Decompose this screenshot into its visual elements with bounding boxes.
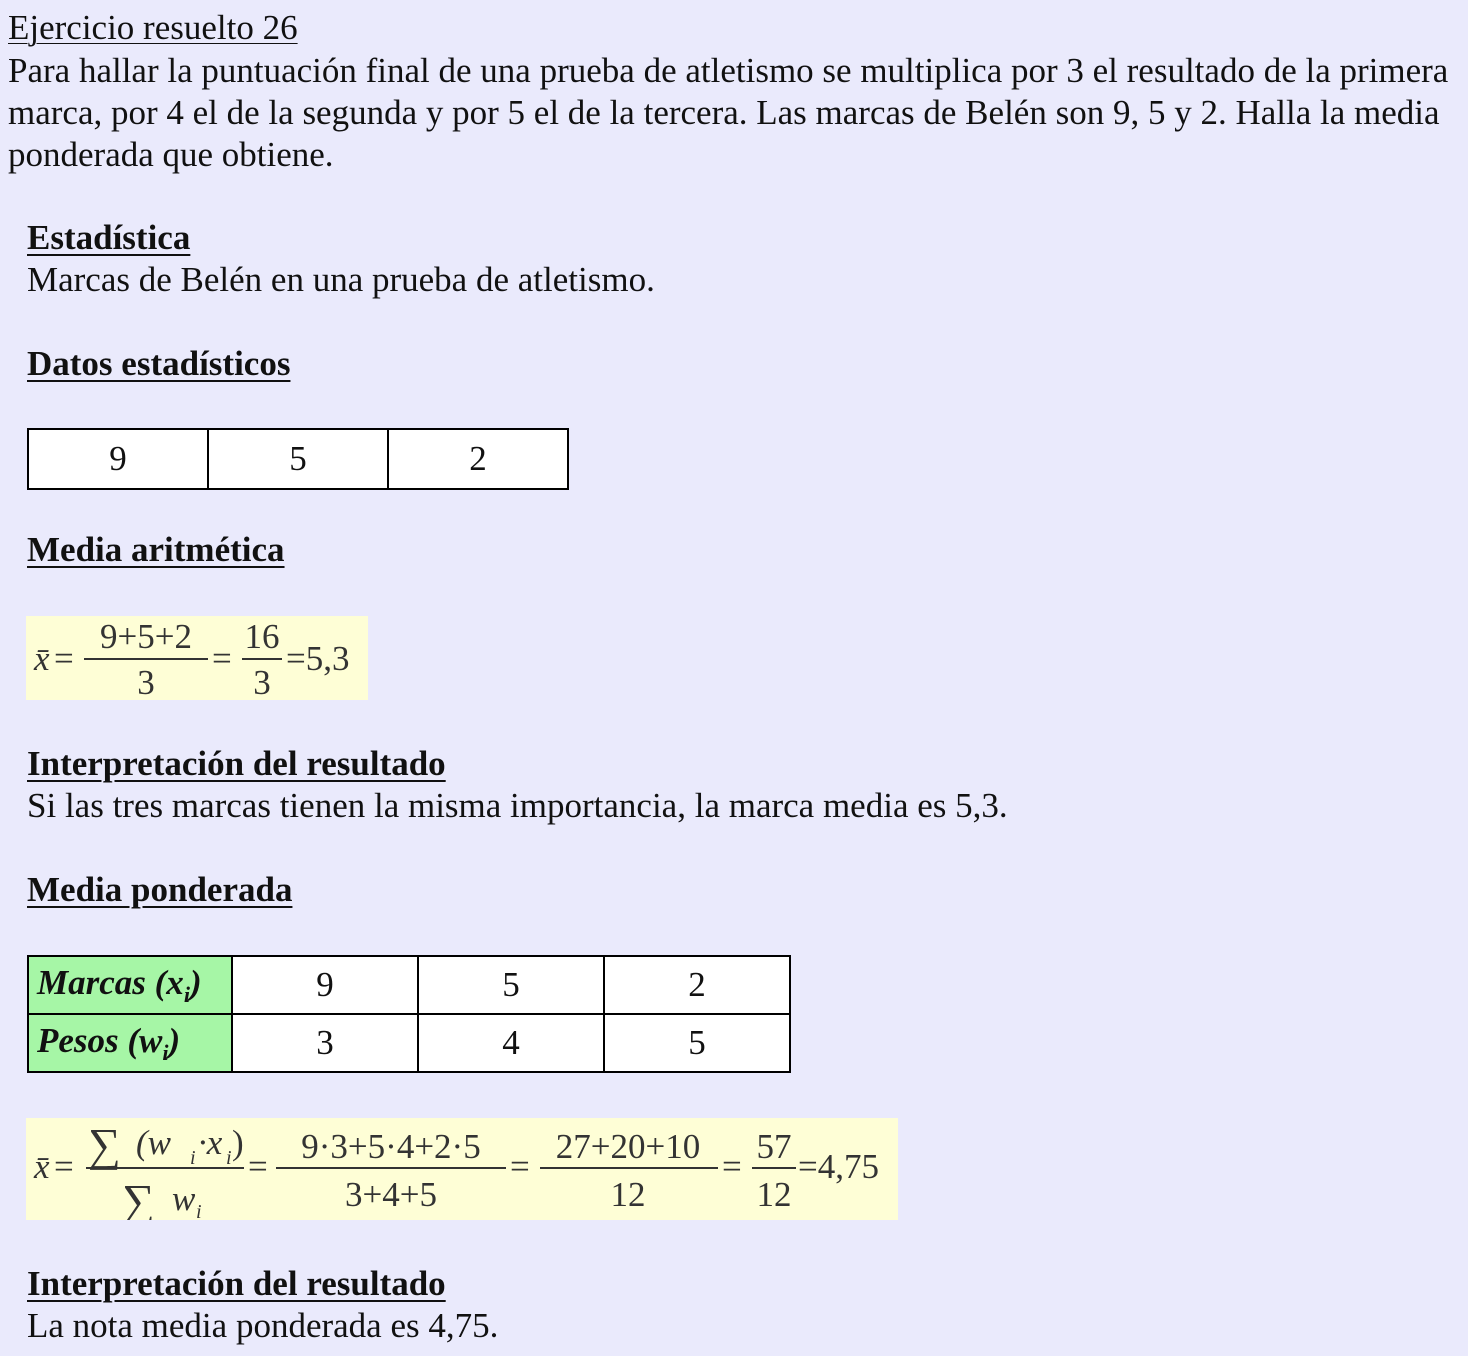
formula-numerator-part: (w [136,1123,171,1162]
table-row [28,956,790,1014]
sigma-symbol: ∑ [122,1175,155,1220]
formula-numerator: 16 [244,617,280,656]
heading-interpretacion-2: Interpretación del resultado [27,1264,446,1303]
formula-numerator: 27+20+10 [555,1127,701,1166]
formula-denominator: 12 [610,1175,646,1214]
subscript-i: i [196,1201,202,1220]
data-cell: 9 [28,429,208,489]
formula-denominator: 3+4+5 [345,1175,437,1214]
formula-denominator: 12 [756,1175,792,1214]
weighted-mean-formula [26,1118,898,1220]
table-cell: 5 [418,956,604,1014]
formula-numerator-part: ) [232,1123,244,1162]
formula-numerator: 9+5+2 [100,617,192,656]
formula-numerator: 9·3+5·4+2·5 [301,1127,481,1166]
row-header-marcas: Marcas $(x_i)$ [28,956,232,1014]
row-header-pesos: Pesos $(w_i)$ [28,1014,232,1072]
weights-table [27,955,791,1073]
sigma-symbol: ∑ [88,1119,121,1170]
table-cell: 5 [604,1014,790,1072]
formula-eq: = [54,639,74,678]
table-cell: 2 [604,956,790,1014]
formula-result: =4,75 [798,1147,879,1186]
interpretacion-2-text: La nota media ponderada es 4,75. [27,1306,499,1345]
formula-denominator-part: w [172,1179,196,1218]
heading-estadistica: Estadística [27,218,191,257]
estadistica-text: Marcas de Belén en una prueba de atletismo. [27,260,655,299]
heading-media-ponderada: Media ponderada [27,870,293,909]
table-cell: 9 [232,956,418,1014]
heading-datos: Datos estadísticos [27,344,291,383]
formula-numerator-part: ·x [198,1123,223,1162]
formula-eq: = [54,1147,74,1186]
arithmetic-mean-formula [26,616,368,700]
interpretacion-1-text: Si las tres marcas tienen la misma importancia, la marca media es 5,3. [27,786,1008,825]
heading-interpretacion-1: Interpretación del resultado [27,744,446,783]
formula-lhs: x̄ [34,1147,50,1186]
formula-denominator: 3 [253,663,271,700]
exercise-statement: Para hallar la puntuación final de una prueba de atletismo se multiplica por 3 el resultado de la primera marca, por 4 el de la segunda y por 5 el de la tercera. Las marcas de Belén son 9, 5 y 2. Halla la media ponderada que obtiene. [8,51,1449,174]
formula-lhs: x̄ [34,639,50,678]
formula-numerator: 57 [756,1127,792,1166]
formula-eq: = [212,639,232,678]
table-cell: 3 [232,1014,418,1072]
heading-media-aritmetica: Media aritmética [27,530,285,569]
table-row [28,429,568,489]
formula-result: =5,3 [286,639,350,678]
formula-eq: = [248,1147,268,1186]
data-table [27,428,569,490]
subscript-i: i [226,1147,232,1169]
formula-denominator: 3 [137,663,155,700]
exercise-title: Ejercicio resuelto 26 [8,8,298,47]
formula-eq: = [722,1147,742,1186]
data-cell: 2 [388,429,568,489]
table-cell: 4 [418,1014,604,1072]
formula-eq: = [510,1147,530,1186]
data-cell: 5 [208,429,388,489]
subscript-i: i [190,1147,196,1169]
table-row [28,1014,790,1072]
